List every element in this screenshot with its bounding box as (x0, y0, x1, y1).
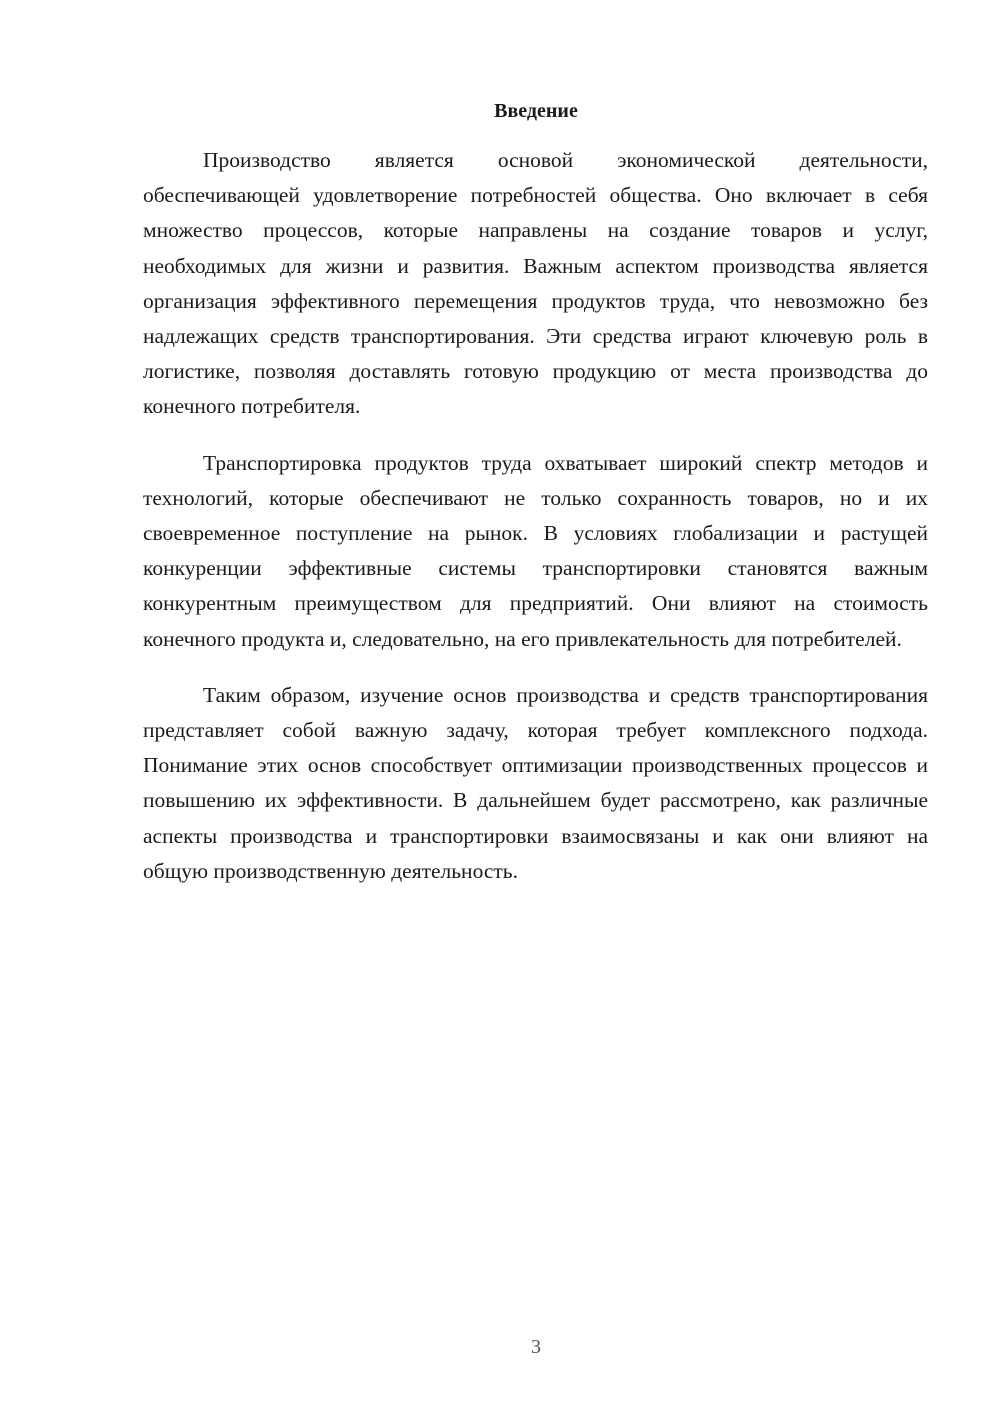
body-text (143, 143, 928, 910)
page-number: 3 (531, 1336, 541, 1358)
paragraph-1: Производство является основой экономической деятельности, обеспечивающей удовлетворение потребностей общества. Оно включает в себя множество процессов, которые направлены на создание товаров и услуг, необходимых для жизни и развития. Важным аспектом производства является организация эффективного перемещения продуктов труда, что невозможно без надлежащих средств транспортирования. Эти средства играют ключевую роль в логистике, позволяя доставлять готовую продукцию от места производства до конечного потребителя. (143, 148, 928, 419)
paragraph-3: Таким образом, изучение основ производства и средств транспортирования представляет собой важную задачу, которая требует комплексного подхода. Понимание этих основ способствует оптимизации производственных процессов и повышению их эффективности. В дальнейшем будет рассмотрено, как различные аспекты производства и транспортировки взаимосвязаны и как они влияют на общую производственную деятельность. (143, 682, 928, 883)
paragraph-2: Транспортировка продуктов труда охватывает широкий спектр методов и технологий, которые обеспечивают не только сохранность товаров, но и их своевременное поступление на рынок. В условиях глобализации и растущей конкуренции эффективные системы транспортировки становятся важным конкурентным преимуществом для предприятий. Они влияют на стоимость конечного продукта и, следовательно, на его привлекательность для потребителей. (143, 450, 928, 651)
section-heading: Введение (494, 100, 578, 122)
